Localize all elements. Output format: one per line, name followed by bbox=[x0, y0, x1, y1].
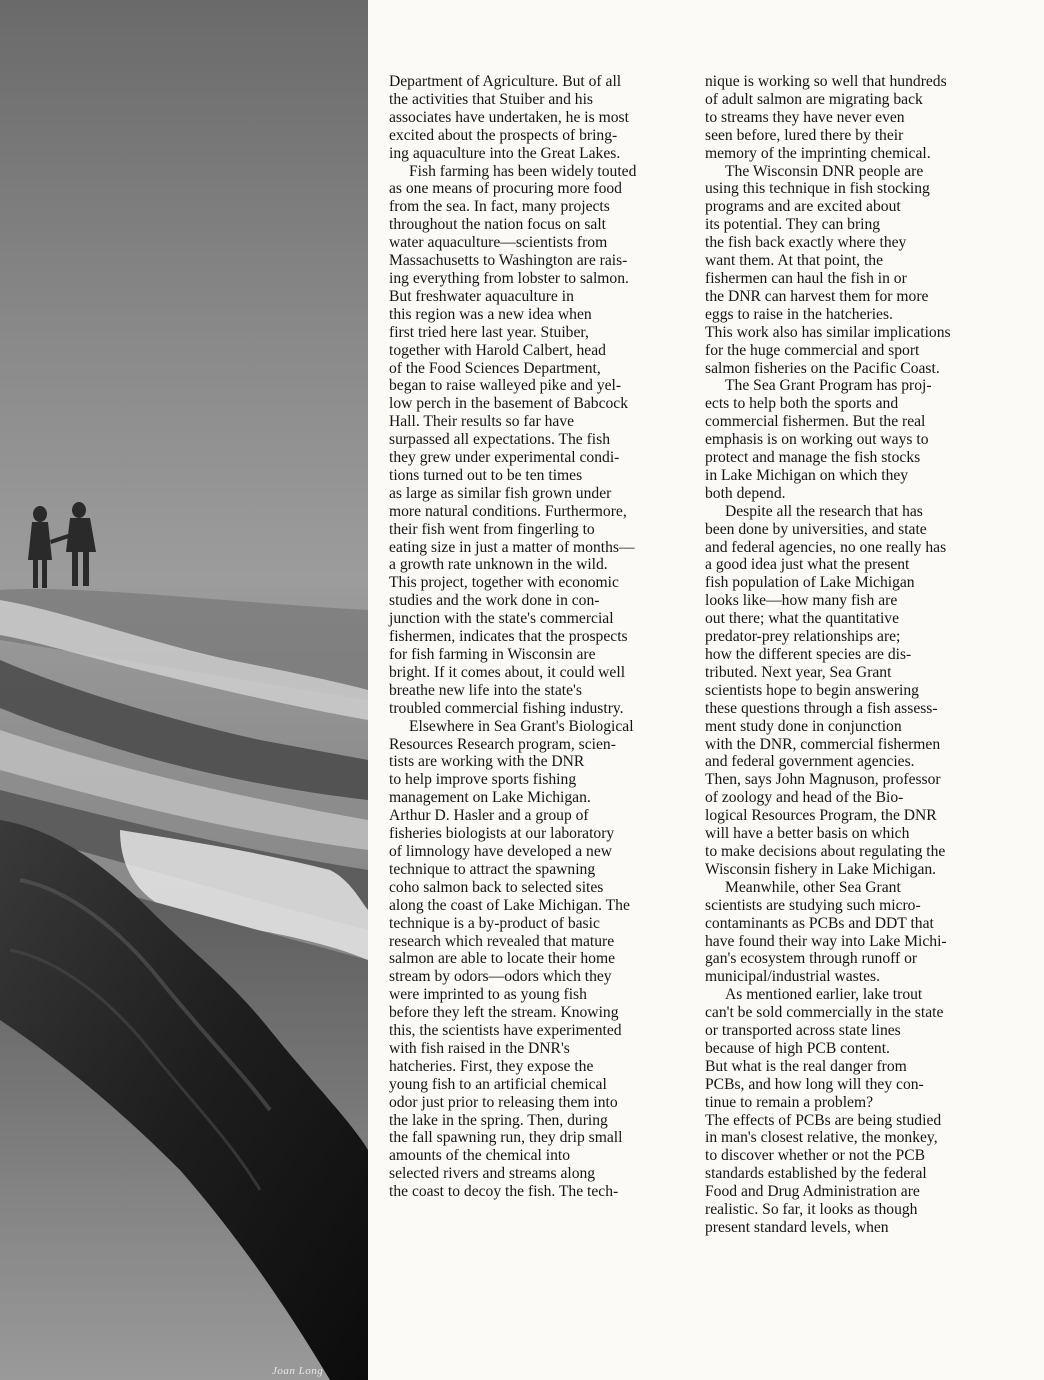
text-line: water aquaculture—scientists from bbox=[389, 234, 608, 252]
text-line: ment study done in conjunction bbox=[705, 717, 902, 735]
text-line: The Wisconsin DNR people are bbox=[725, 162, 924, 180]
text-line: low perch in the basement of Babcock bbox=[389, 395, 629, 413]
text-line: surpassed all expectations. The fish bbox=[389, 431, 611, 449]
photo-credit: Joan Long bbox=[272, 1365, 324, 1377]
text-line: scientists hope to begin answering bbox=[705, 681, 919, 699]
text-line: began to raise walleyed pike and yel- bbox=[389, 377, 622, 395]
text-line: hatcheries. First, they expose the bbox=[389, 1057, 594, 1075]
text-line: this region was a new idea when bbox=[389, 305, 592, 323]
text-line: associates have undertaken, he is most bbox=[389, 108, 629, 126]
text-line: Food and Drug Administration are bbox=[705, 1183, 920, 1201]
text-line: seen before, lured there by their bbox=[705, 126, 904, 144]
text-line: predator-prey relationships are; bbox=[705, 628, 901, 646]
paragraph bbox=[705, 163, 1001, 378]
text-line: PCBs, and how long will they con- bbox=[705, 1075, 924, 1093]
text-line: to streams they have never even bbox=[705, 108, 905, 126]
text-line: studies and the work done in con- bbox=[389, 592, 600, 610]
text-line: This work also has similar implications bbox=[705, 323, 951, 341]
paragraph bbox=[389, 718, 683, 1201]
text-line: and federal government agencies. bbox=[705, 753, 915, 771]
text-line: want them. At that point, the bbox=[705, 252, 884, 270]
text-line: as large as similar fish grown under bbox=[389, 484, 612, 502]
text-line: as one means of procuring more food bbox=[389, 180, 622, 198]
text-line: Hall. Their results so far have bbox=[389, 413, 575, 431]
text-line: tributed. Next year, Sea Grant bbox=[705, 663, 892, 681]
text-line: coho salmon back to selected sites bbox=[389, 878, 604, 896]
text-line: eating size in just a matter of months— bbox=[389, 538, 635, 556]
text-line: Elsewhere in Sea Grant's Biological bbox=[409, 717, 634, 735]
paragraph bbox=[389, 73, 683, 163]
text-line: Meanwhile, other Sea Grant bbox=[725, 878, 901, 896]
text-line: young fish to an artificial chemical bbox=[389, 1075, 607, 1093]
text-line: emphasis is on working out ways to bbox=[705, 431, 929, 449]
text-line: nique is working so well that hundreds bbox=[705, 73, 947, 90]
text-line: present standard levels, when bbox=[705, 1219, 889, 1236]
text-line: fishermen can haul the fish in or bbox=[705, 269, 907, 287]
text-line: As mentioned earlier, lake trout bbox=[725, 986, 923, 1004]
text-line: technique to attract the spawning bbox=[389, 860, 596, 878]
text-line: throughout the nation focus on salt bbox=[389, 216, 606, 234]
text-line: because of high PCB content. bbox=[705, 1039, 890, 1057]
text-line: in Lake Michigan on which they bbox=[705, 466, 909, 484]
text-line: contaminants as PCBs and DDT that bbox=[705, 914, 934, 932]
text-line: Arthur D. Hasler and a group of bbox=[389, 807, 589, 825]
text-line: the fish back exactly where they bbox=[705, 234, 907, 252]
text-line: breathe new life into the state's bbox=[389, 681, 582, 699]
text-line: salmon are able to locate their home bbox=[389, 950, 616, 968]
text-line: the activities that Stuiber and his bbox=[389, 90, 593, 108]
text-line: using this technique in fish stocking bbox=[705, 180, 930, 198]
text-line: scientists are studying such micro- bbox=[705, 896, 921, 914]
text-line: the fall spawning run, they drip small bbox=[389, 1129, 623, 1147]
text-line: Wisconsin fishery in Lake Michigan. bbox=[705, 860, 937, 878]
text-line: selected rivers and streams along bbox=[389, 1165, 596, 1183]
text-line: ing everything from lobster to salmon. bbox=[389, 269, 629, 287]
text-line: technique is a by-product of basic bbox=[389, 914, 600, 932]
text-line: odor just prior to releasing them into bbox=[389, 1093, 618, 1111]
text-line: a good idea just what the present bbox=[705, 556, 910, 574]
text-line: management on Lake Michigan. bbox=[389, 789, 591, 807]
text-line: junction with the state's commercial bbox=[389, 610, 614, 628]
text-line: the DNR can harvest them for more bbox=[705, 287, 929, 305]
text-line: amounts of the chemical into bbox=[389, 1147, 571, 1165]
text-line: for the huge commercial and sport bbox=[705, 341, 920, 359]
text-line: Department of Agriculture. But of all bbox=[389, 73, 622, 90]
text-line: commercial fishermen. But the real bbox=[705, 413, 926, 431]
text-line: troubled commercial fishing industry. bbox=[389, 699, 624, 717]
text-line: But freshwater aquaculture in bbox=[389, 287, 574, 305]
text-line: ects to help both the sports and bbox=[705, 395, 899, 413]
paragraph bbox=[705, 73, 1001, 163]
text-line: its potential. They can bring bbox=[705, 216, 881, 234]
text-line: the coast to decoy the fish. The tech- bbox=[389, 1183, 619, 1201]
text-line: The Sea Grant Program has proj- bbox=[725, 377, 932, 395]
text-line: protect and manage the fish stocks bbox=[705, 449, 921, 467]
text-line: memory of the imprinting chemical. bbox=[705, 144, 931, 162]
foggy-beach-image bbox=[0, 0, 368, 1380]
text-line: together with Harold Calbert, head bbox=[389, 341, 606, 359]
text-line: can't be sold commercially in the state bbox=[705, 1004, 944, 1022]
text-line: fish population of Lake Michigan bbox=[705, 574, 915, 592]
text-line: were imprinted to as young fish bbox=[389, 986, 587, 1004]
text-line: programs and are excited about bbox=[705, 198, 901, 216]
text-line: looks like—how many fish are bbox=[705, 592, 898, 610]
text-line: ing aquaculture into the Great Lakes. bbox=[389, 144, 621, 162]
text-line: and federal agencies, no one really has bbox=[705, 538, 947, 556]
text-line: will have a better basis on which bbox=[705, 825, 910, 843]
text-line: tinue to remain a problem? bbox=[705, 1093, 874, 1111]
text-line: of limnology have developed a new bbox=[389, 842, 613, 860]
text-line: of adult salmon are migrating back bbox=[705, 90, 923, 108]
text-line: of the Food Sciences Department, bbox=[389, 359, 601, 377]
paragraph bbox=[705, 879, 1001, 986]
text-line: The effects of PCBs are being studied bbox=[705, 1111, 942, 1129]
beach-photo bbox=[0, 0, 368, 1380]
text-line: with fish raised in the DNR's bbox=[389, 1039, 570, 1057]
text-line: of zoology and head of the Bio- bbox=[705, 789, 904, 807]
text-line: how the different species are dis- bbox=[705, 646, 912, 663]
text-line: This project, together with economic bbox=[389, 574, 619, 592]
paragraph bbox=[705, 986, 1001, 1058]
text-line: stream by odors—odors which they bbox=[389, 968, 612, 986]
article-column-1 bbox=[389, 73, 683, 1201]
text-line: logical Resources Program, the DNR bbox=[705, 807, 937, 825]
paragraph bbox=[705, 377, 1001, 502]
text-line: Despite all the research that has bbox=[725, 502, 923, 520]
text-line: Then, says John Magnuson, professor bbox=[705, 771, 941, 789]
text-line: to discover whether or not the PCB bbox=[705, 1147, 926, 1165]
text-line: research which revealed that mature bbox=[389, 932, 615, 950]
text-line: excited about the prospects of bring- bbox=[389, 126, 618, 144]
text-line: salmon fisheries on the Pacific Coast. bbox=[705, 359, 940, 377]
text-line: Resources Research program, scien- bbox=[389, 735, 616, 753]
text-line: Massachusetts to Washington are rais- bbox=[389, 252, 628, 270]
text-line: But what is the real danger from bbox=[705, 1057, 907, 1075]
text-line: to help improve sports fishing bbox=[389, 771, 577, 789]
paragraph bbox=[705, 1058, 1001, 1112]
text-line: these questions through a fish assess- bbox=[705, 699, 938, 717]
text-line: been done by universities, and state bbox=[705, 520, 927, 538]
text-line: municipal/industrial wastes. bbox=[705, 968, 880, 986]
text-line: out there; what the quantitative bbox=[705, 610, 899, 628]
paragraph bbox=[389, 163, 683, 718]
text-line: this, the scientists have experimented bbox=[389, 1022, 622, 1040]
text-line: along the coast of Lake Michigan. The bbox=[389, 896, 630, 914]
text-line: fishermen, indicates that the prospects bbox=[389, 628, 628, 646]
paragraph bbox=[705, 1112, 1001, 1237]
text-line: before they left the stream. Knowing bbox=[389, 1004, 619, 1022]
article-column-2 bbox=[705, 73, 1001, 1237]
text-line: Fish farming has been widely touted bbox=[409, 162, 637, 180]
text-line: more natural conditions. Furthermore, bbox=[389, 502, 627, 520]
text-line: with the DNR, commercial fishermen bbox=[705, 735, 941, 753]
text-line: tions turned out to be ten times bbox=[389, 466, 583, 484]
text-line: in man's closest relative, the monkey, bbox=[705, 1129, 938, 1147]
text-line: first tried here last year. Stuiber, bbox=[389, 323, 589, 341]
text-line: a growth rate unknown in the wild. bbox=[389, 556, 608, 574]
text-line: or transported across state lines bbox=[705, 1022, 901, 1040]
paragraph bbox=[705, 503, 1001, 879]
text-line: the lake in the spring. Then, during bbox=[389, 1111, 608, 1129]
text-line: standards established by the federal bbox=[705, 1165, 927, 1183]
text-line: gan's ecosystem through runoff or bbox=[705, 950, 918, 968]
text-line: have found their way into Lake Michi- bbox=[705, 932, 947, 950]
text-line: both depend. bbox=[705, 484, 786, 502]
text-line: bright. If it comes about, it could well bbox=[389, 663, 626, 681]
text-line: they grew under experimental condi- bbox=[389, 449, 620, 467]
text-line: eggs to raise in the hatcheries. bbox=[705, 305, 893, 323]
text-line: from the sea. In fact, many projects bbox=[389, 198, 610, 216]
text-line: to make decisions about regulating the bbox=[705, 842, 946, 860]
text-line: realistic. So far, it looks as though bbox=[705, 1201, 918, 1219]
text-line: their fish went from fingerling to bbox=[389, 520, 595, 538]
text-line: fisheries biologists at our laboratory bbox=[389, 825, 615, 843]
text-line: for fish farming in Wisconsin are bbox=[389, 646, 596, 663]
text-line: tists are working with the DNR bbox=[389, 753, 585, 771]
